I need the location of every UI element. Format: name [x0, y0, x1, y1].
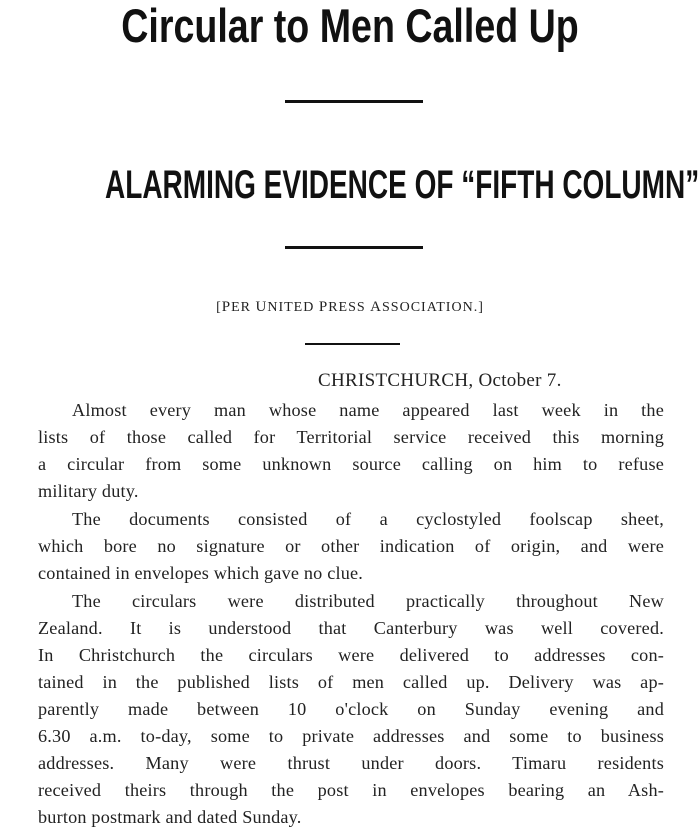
- paragraph: [38, 397, 664, 505]
- credit-bracket-close: ]: [478, 300, 484, 315]
- credit-bracket-open: [: [216, 300, 222, 315]
- credit-cap: P: [318, 299, 329, 315]
- text-line: Almost every man whose name appeared last week in the: [72, 400, 664, 420]
- divider-rule: [285, 100, 423, 103]
- text-line: The documents consisted of a cyclostyled foolscap sheet,: [72, 509, 664, 529]
- credit-cap: P: [221, 299, 232, 315]
- text-line: parently made between 10 o'clock on Sunday evening and: [38, 699, 664, 719]
- text-line: tained in the published lists of men called up. Delivery was ap-: [38, 672, 664, 692]
- credit-cap: U: [255, 299, 268, 315]
- text-line: 6.30 a.m. to-day, some to private addresses and some to business: [38, 726, 664, 746]
- credit-small: SSOCIATION.: [382, 300, 479, 315]
- text-line: burton postmark and dated Sunday.: [38, 807, 302, 827]
- text-line: received theirs through the post in envelopes bearing an Ash-: [38, 780, 664, 800]
- text-line: The circulars were distributed practically throughout New: [72, 591, 664, 611]
- text-line: military duty.: [38, 481, 139, 501]
- divider-rule: [285, 246, 423, 249]
- press-credit: [0, 299, 700, 316]
- dateline: CHRISTCHURCH, October 7.: [318, 370, 562, 391]
- paragraph: [38, 506, 664, 587]
- text-line: addresses. Many were thrust under doors. Timaru residents: [38, 753, 664, 773]
- text-line: a circular from some unknown source calling on him to refuse: [38, 454, 664, 474]
- divider-rule: [305, 343, 400, 345]
- credit-cap: A: [370, 299, 383, 315]
- credit-small: RESS: [328, 300, 366, 315]
- text-line: contained in envelopes which gave no clue.: [38, 563, 364, 583]
- subheadline: ALARMING EVIDENCE OF “FIFTH COLUMN”: [105, 163, 700, 207]
- text-line: which bore no signature or other indication of origin, and were: [38, 536, 664, 556]
- text-line: lists of those called for Territorial service received this morning: [38, 427, 664, 447]
- credit-small: ER: [231, 300, 252, 315]
- headline: Circular to Men Called Up: [121, 0, 579, 52]
- text-line: Zealand. It is understood that Canterbury was well covered.: [38, 618, 664, 638]
- paragraph: [38, 588, 664, 831]
- text-line: In Christchurch the circulars were delivered to addresses con-: [38, 645, 664, 665]
- credit-small: NITED: [267, 300, 315, 315]
